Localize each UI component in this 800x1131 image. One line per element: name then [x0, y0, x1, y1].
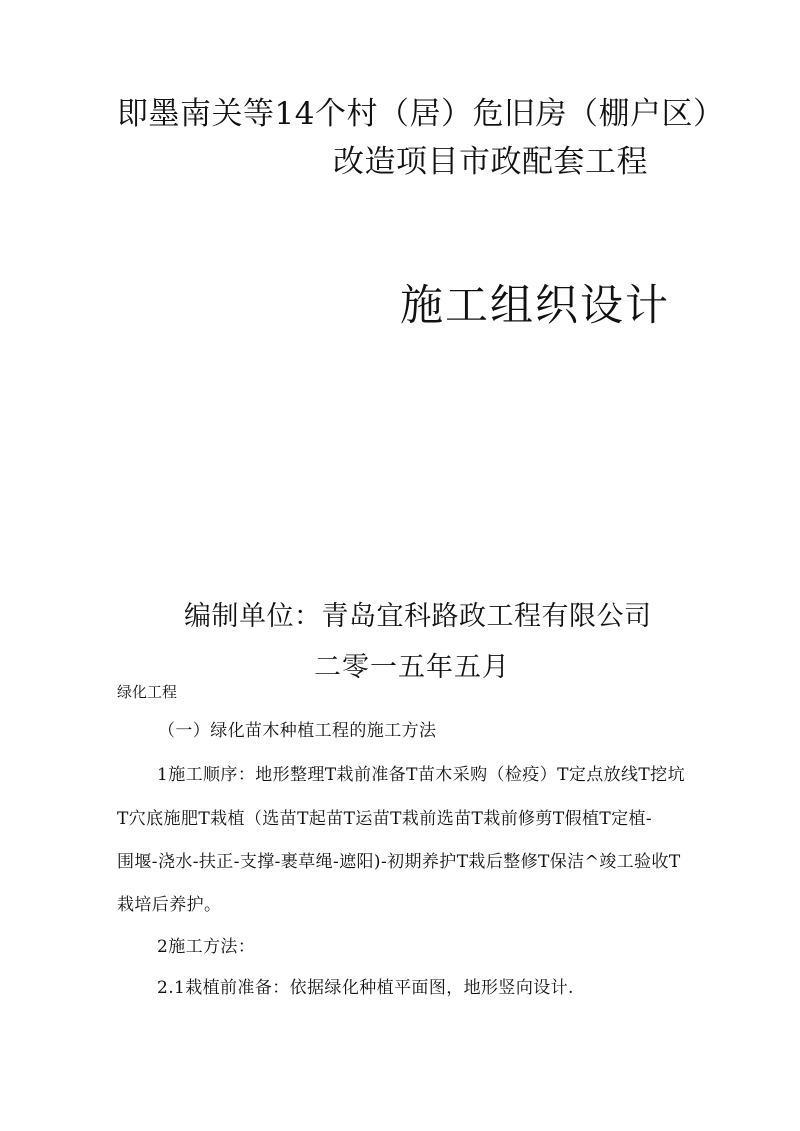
paragraph-line: 围堰-浇水-扶正-支撑-裹草绳-遮阳)-初期养护T栽后整修T保洁^竣工验收T [117, 852, 681, 872]
paragraph-line: 栽培后养护。 [117, 895, 222, 915]
section-heading: 绿化工程 [117, 683, 178, 701]
document-date: 二零一五年五月 [314, 652, 510, 683]
document-type-title: 施工组织设计 [400, 281, 670, 331]
compiler-unit: 编制单位：青岛宜科路政工程有限公司 [184, 601, 652, 632]
paragraph-line: 1施工顺序：地形整理T栽前准备T苗木采购（检疫）T定点放线T挖坑 [157, 765, 685, 785]
project-title-line-1: 即墨南关等14个村（居）危旧房（棚户区） [117, 96, 725, 132]
paragraph-line: T穴底施肥T栽植（选苗T起苗T运苗T栽前选苗T栽前修剪T假植T定植- [117, 809, 653, 829]
project-title-line-2: 改造项目市政配套工程 [333, 144, 648, 180]
subsection-heading: （一）绿化苗木种植工程的施工方法 [158, 721, 437, 741]
method-heading: 2施工方法： [157, 937, 256, 957]
method-item: 2.1栽植前准备：依据绿化种植平面图，地形竖向设计. [157, 978, 574, 998]
